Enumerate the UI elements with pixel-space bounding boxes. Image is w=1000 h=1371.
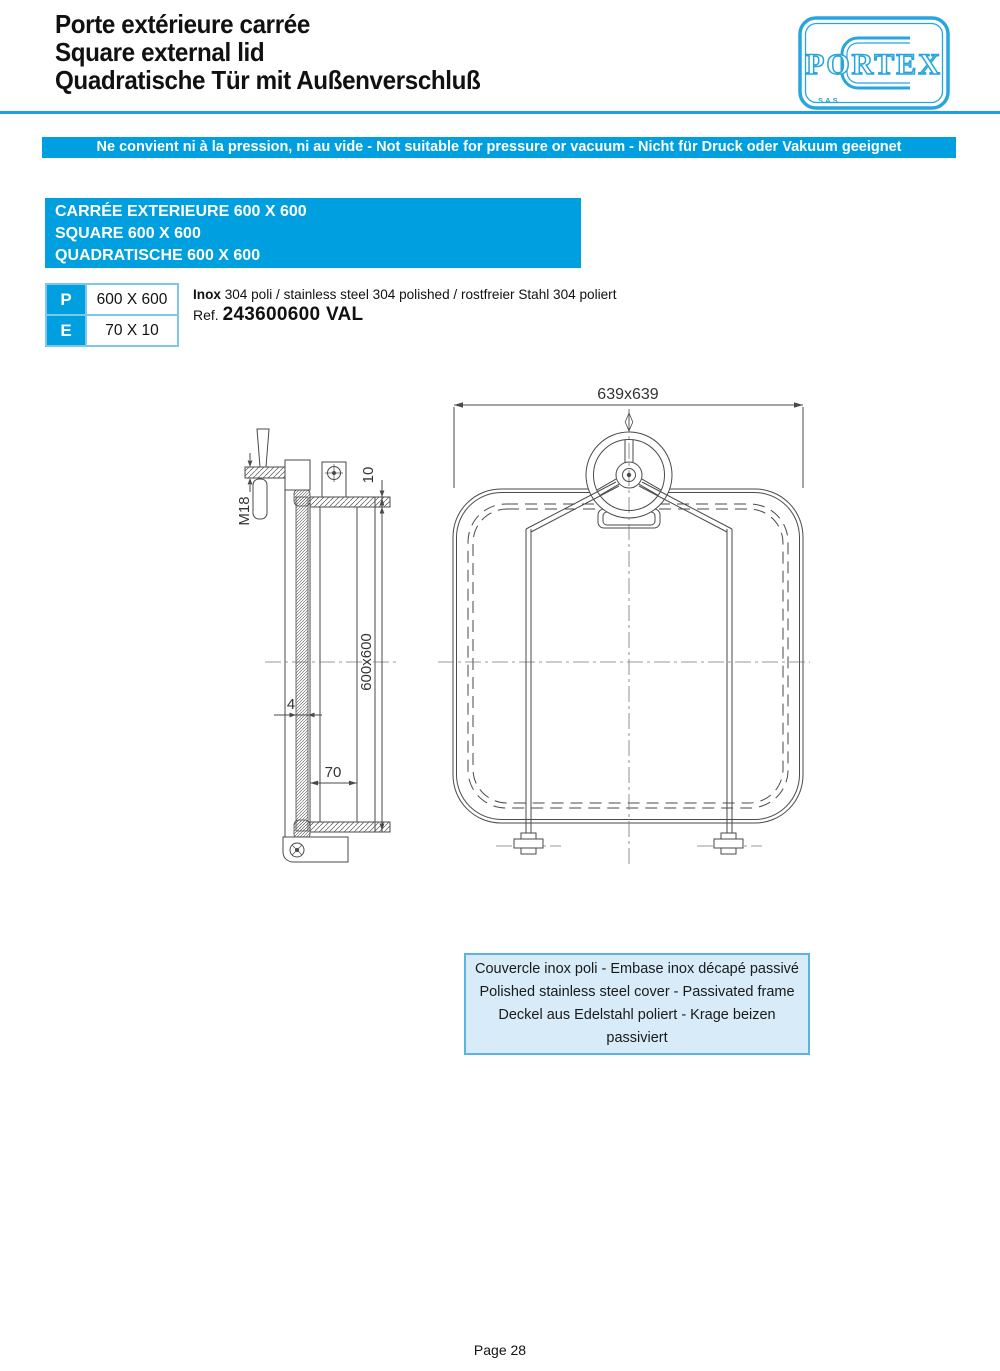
front-view [438, 402, 810, 866]
logo-subtext: S.A.S. [818, 96, 840, 105]
product-line-de: QUADRATISCHE 600 X 600 [55, 247, 261, 264]
dim-label-opening: 600x600 [358, 633, 375, 691]
table-row [46, 284, 178, 315]
page-title-en: Square external lid [55, 37, 265, 67]
product-title-box [45, 198, 581, 268]
technical-drawing [230, 376, 855, 881]
header-divider [0, 111, 1000, 114]
page-header-titles [55, 10, 480, 94]
ref-label: Ref. [193, 307, 219, 323]
notice-banner: Ne convient ni à la pression, ni au vide - Not suitable for pressure or vacuum - Nicht für Druck oder Vakuum geeignet [42, 137, 956, 158]
logo-wordmark: PORTEX [806, 48, 942, 81]
spec-value-p: 600 X 600 [86, 284, 178, 315]
ref-value: 243600600 VAL [222, 304, 364, 325]
page-number: Page 28 [473, 1342, 527, 1358]
caption-line-fr: Couvercle inox poli - Embase inox décapé passivé [474, 961, 799, 977]
side-view [245, 429, 400, 862]
dim-label-lid-thickness: 10 [360, 466, 377, 484]
product-line-en: SQUARE 600 X 600 [55, 225, 201, 242]
portex-logo [798, 16, 950, 110]
caption-line-de: Deckel aus Edelstahl poliert - Krage beizen passiviert [498, 1007, 776, 1046]
material-line [193, 286, 616, 302]
portex-logo-graphic [798, 16, 950, 110]
material-prefix: Inox [193, 286, 221, 302]
reference-line [193, 304, 363, 326]
spec-value-e: 70 X 10 [86, 315, 178, 346]
product-line-fr: CARRÉE EXTERIEURE 600 X 600 [55, 203, 307, 220]
material-rest: 304 poli / stainless steel 304 polished / rostfreier Stahl 304 poliert [220, 286, 617, 302]
dim-label-overall: 639x639 [597, 386, 659, 403]
page-title-fr: Porte extérieure carrée [55, 9, 310, 39]
table-row [46, 315, 178, 346]
spec-label-p: P [46, 284, 86, 315]
dim-label-gasket: 4 [286, 696, 296, 713]
page-title-de: Quadratische Tür mit Außenverschluß [55, 65, 481, 95]
spec-label-e: E [46, 315, 86, 346]
dim-label-thread: M18 [236, 496, 253, 526]
dim-label-frame-depth: 70 [324, 764, 342, 781]
caption-box [464, 953, 810, 1055]
spec-table [45, 283, 179, 347]
caption-line-en: Polished stainless steel cover - Passivated frame [479, 984, 795, 1000]
